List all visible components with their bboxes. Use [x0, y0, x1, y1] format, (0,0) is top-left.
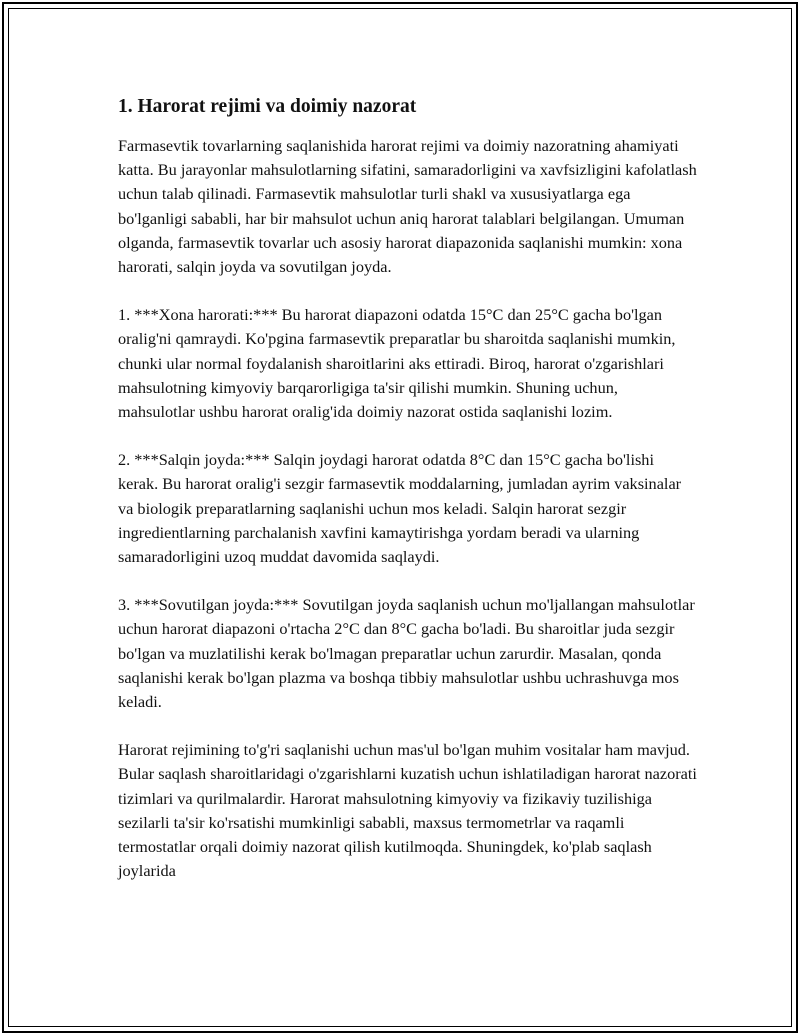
cool-place-paragraph: 2. ***Salqin joyda:*** Salqin joydagi harorat odatda 8°C dan 15°C gacha bo'lishi kerak. Bu harorat oralig'i sezgir farmasevtik moddalarning, jumladan ayrim vaksinalar va biologik preparatlarning saqlanishi uchun mos keladi. Salqin harorat sezgir ingredientlarning parchalanish xavfini kamaytirishga yordam beradi va ularning samaradorligini uzoq muddat davomida saqlaydi.: [118, 450, 682, 567]
section-heading: 1. Harorat rejimi va doimiy nazorat: [118, 96, 417, 117]
intro-paragraph: Farmasevtik tovarlarning saqlanishida harorat rejimi va doimiy nazoratning ahamiyati katta. Bu jarayonlar mahsulotlarning sifatini, samaradorligini va xavfsizligini kafolatlash uchun talab qilinadi. Farmasevtik mahsulotlar turli shakl va xususiyatlarga ega bo'lganligi sababli, har bir mahsulot uchun aniq harorat talablari belgilangan. Umuman olganda, farmasevtik tovarlar uch asosiy harorat diapazonida saqlanishi mumkin: xona harorati, salqin joyda va sovutilgan joyda.: [118, 136, 697, 277]
monitoring-tools-paragraph: Harorat rejimining to'g'ri saqlanishi uchun mas'ul bo'lgan muhim vositalar ham mavjud. Bular saqlash sharoitlaridagi o'zgarishlarni kuzatish uchun ishlatiladigan harorat nazorati tizimlari va qurilmalardir. Harorat mahsulotning kimyoviy va fizikaviy tuzilishiga sezilarli ta'sir ko'rsatishi mumkinligi sababli, maxsus termometrlar va raqamli termostatlar orqali doimiy nazorat qilish kutilmoqda. Shuningdek, ko'plab saqlash joylarida: [118, 740, 697, 881]
document-body: [118, 94, 698, 907]
room-temperature-paragraph: 1. ***Xona harorati:*** Bu harorat diapazoni odatda 15°C dan 25°C gacha bo'lgan oralig'ni qamraydi. Ko'pgina farmasevtik preparatlar bu sharoitda saqlanishi mumkin, chunki ular normal foydalanish sharoitlarini aks ettiradi. Biroq, harorat o'zgarishlari mahsulotning kimyoviy barqarorligiga ta'sir qilishi mumkin. Shuning uchun, mahsulotlar ushbu harorat oralig'ida doimiy nazorat ostida saqlanishi lozim.: [118, 305, 676, 422]
refrigerated-paragraph: 3. ***Sovutilgan joyda:*** Sovutilgan joyda saqlanish uchun mo'ljallangan mahsulotlar uchun harorat diapazoni o'rtacha 2°C dan 8°C gacha bo'ladi. Bu sharoitlar juda sezgir bo'lgan va muzlatilishi kerak bo'lmagan preparatlar uchun zarurdir. Masalan, qonda saqlanishi kerak bo'lgan plazma va boshqa tibbiy mahsulotlar ushbu uchrashuvga mos keladi.: [118, 595, 695, 712]
